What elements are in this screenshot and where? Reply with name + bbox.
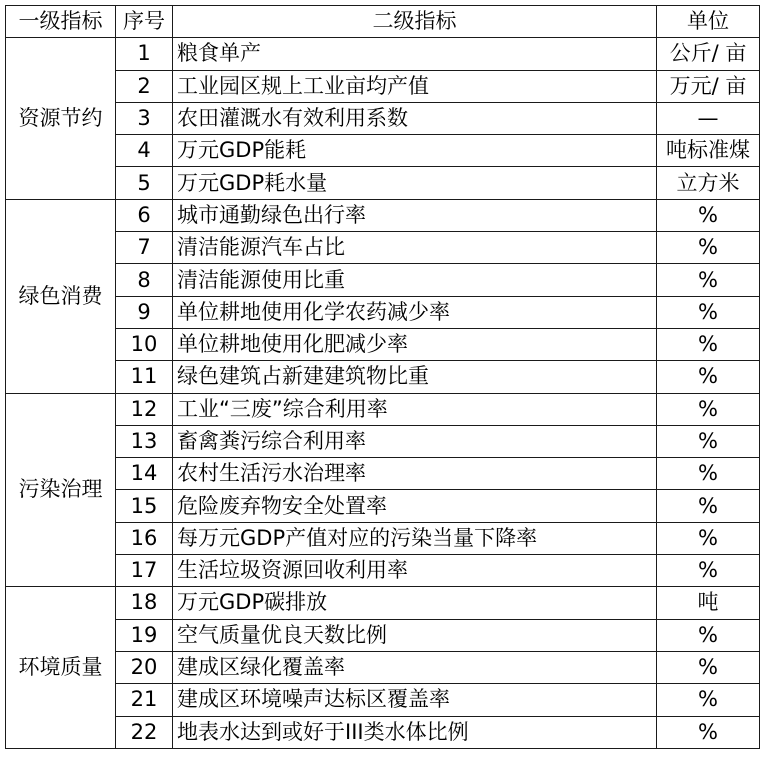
table-row bbox=[6, 102, 760, 134]
indicator-name-cell: 农田灌溉水有效利用系数 bbox=[173, 102, 657, 134]
unit-cell: 万元/ 亩 bbox=[657, 70, 760, 102]
table-row bbox=[6, 555, 760, 587]
unit-cell: % bbox=[657, 684, 760, 716]
indicator-name-cell: 空气质量优良天数比例 bbox=[173, 619, 657, 651]
seq-cell: 14 bbox=[116, 458, 173, 490]
unit-cell: % bbox=[657, 619, 760, 651]
table-row bbox=[6, 167, 760, 199]
seq-cell: 10 bbox=[116, 328, 173, 360]
seq-cell: 16 bbox=[116, 522, 173, 554]
indicator-name-cell: 单位耕地使用化肥减少率 bbox=[173, 328, 657, 360]
indicator-name-cell: 生活垃圾资源回收利用率 bbox=[173, 555, 657, 587]
header-level1: 一级指标 bbox=[6, 6, 116, 38]
category-cell: 绿色消费 bbox=[6, 199, 116, 393]
indicator-table bbox=[5, 5, 760, 749]
table-row bbox=[6, 684, 760, 716]
seq-cell: 20 bbox=[116, 651, 173, 683]
table-row bbox=[6, 393, 760, 425]
header-seq: 序号 bbox=[116, 6, 173, 38]
unit-cell: 吨 bbox=[657, 587, 760, 619]
table-row bbox=[6, 716, 760, 748]
seq-cell: 19 bbox=[116, 619, 173, 651]
indicator-name-cell: 建成区环境噪声达标区覆盖率 bbox=[173, 684, 657, 716]
indicator-name-cell: 万元GDP耗水量 bbox=[173, 167, 657, 199]
table-row bbox=[6, 328, 760, 360]
indicator-name-cell: 农村生活污水治理率 bbox=[173, 458, 657, 490]
seq-cell: 3 bbox=[116, 102, 173, 134]
indicator-name-cell: 万元GDP能耗 bbox=[173, 135, 657, 167]
table-row bbox=[6, 425, 760, 457]
indicator-name-cell: 危险废弃物安全处置率 bbox=[173, 490, 657, 522]
seq-cell: 18 bbox=[116, 587, 173, 619]
unit-cell: % bbox=[657, 716, 760, 748]
table-row bbox=[6, 135, 760, 167]
indicator-name-cell: 粮食单产 bbox=[173, 38, 657, 70]
unit-cell: % bbox=[657, 555, 760, 587]
unit-cell: % bbox=[657, 232, 760, 264]
table-row bbox=[6, 361, 760, 393]
unit-cell: % bbox=[657, 199, 760, 231]
table-row bbox=[6, 651, 760, 683]
indicator-name-cell: 城市通勤绿色出行率 bbox=[173, 199, 657, 231]
unit-cell: % bbox=[657, 328, 760, 360]
seq-cell: 17 bbox=[116, 555, 173, 587]
header-level2: 二级指标 bbox=[173, 6, 657, 38]
seq-cell: 2 bbox=[116, 70, 173, 102]
header-unit: 单位 bbox=[657, 6, 760, 38]
indicator-name-cell: 万元GDP碳排放 bbox=[173, 587, 657, 619]
indicator-name-cell: 绿色建筑占新建建筑物比重 bbox=[173, 361, 657, 393]
seq-cell: 4 bbox=[116, 135, 173, 167]
seq-cell: 6 bbox=[116, 199, 173, 231]
table-row bbox=[6, 70, 760, 102]
unit-cell: 吨标准煤 bbox=[657, 135, 760, 167]
table-row bbox=[6, 38, 760, 70]
unit-cell: % bbox=[657, 651, 760, 683]
header-row bbox=[6, 6, 760, 38]
indicator-name-cell: 清洁能源汽车占比 bbox=[173, 232, 657, 264]
table-row bbox=[6, 522, 760, 554]
unit-cell: — bbox=[657, 102, 760, 134]
table-row bbox=[6, 587, 760, 619]
seq-cell: 22 bbox=[116, 716, 173, 748]
unit-cell: % bbox=[657, 458, 760, 490]
indicator-name-cell: 清洁能源使用比重 bbox=[173, 264, 657, 296]
table-row bbox=[6, 199, 760, 231]
unit-cell: % bbox=[657, 425, 760, 457]
unit-cell: % bbox=[657, 522, 760, 554]
seq-cell: 5 bbox=[116, 167, 173, 199]
indicator-name-cell: 建成区绿化覆盖率 bbox=[173, 651, 657, 683]
table-row bbox=[6, 232, 760, 264]
table-body bbox=[6, 38, 760, 749]
table-row bbox=[6, 264, 760, 296]
unit-cell: % bbox=[657, 296, 760, 328]
seq-cell: 13 bbox=[116, 425, 173, 457]
seq-cell: 12 bbox=[116, 393, 173, 425]
table-row bbox=[6, 490, 760, 522]
unit-cell: 公斤/ 亩 bbox=[657, 38, 760, 70]
table-row bbox=[6, 619, 760, 651]
indicator-name-cell: 工业园区规上工业亩均产值 bbox=[173, 70, 657, 102]
indicator-name-cell: 地表水达到或好于III类水体比例 bbox=[173, 716, 657, 748]
unit-cell: % bbox=[657, 361, 760, 393]
unit-cell: % bbox=[657, 490, 760, 522]
seq-cell: 7 bbox=[116, 232, 173, 264]
seq-cell: 15 bbox=[116, 490, 173, 522]
seq-cell: 1 bbox=[116, 38, 173, 70]
table-row bbox=[6, 296, 760, 328]
seq-cell: 9 bbox=[116, 296, 173, 328]
category-cell: 污染治理 bbox=[6, 393, 116, 587]
seq-cell: 8 bbox=[116, 264, 173, 296]
indicator-name-cell: 每万元GDP产值对应的污染当量下降率 bbox=[173, 522, 657, 554]
seq-cell: 11 bbox=[116, 361, 173, 393]
unit-cell: % bbox=[657, 393, 760, 425]
indicator-name-cell: 单位耕地使用化学农药减少率 bbox=[173, 296, 657, 328]
category-cell: 资源节约 bbox=[6, 38, 116, 199]
table-row bbox=[6, 458, 760, 490]
indicator-name-cell: 工业“三废”综合利用率 bbox=[173, 393, 657, 425]
unit-cell: 立方米 bbox=[657, 167, 760, 199]
category-cell: 环境质量 bbox=[6, 587, 116, 748]
indicator-name-cell: 畜禽粪污综合利用率 bbox=[173, 425, 657, 457]
unit-cell: % bbox=[657, 264, 760, 296]
seq-cell: 21 bbox=[116, 684, 173, 716]
